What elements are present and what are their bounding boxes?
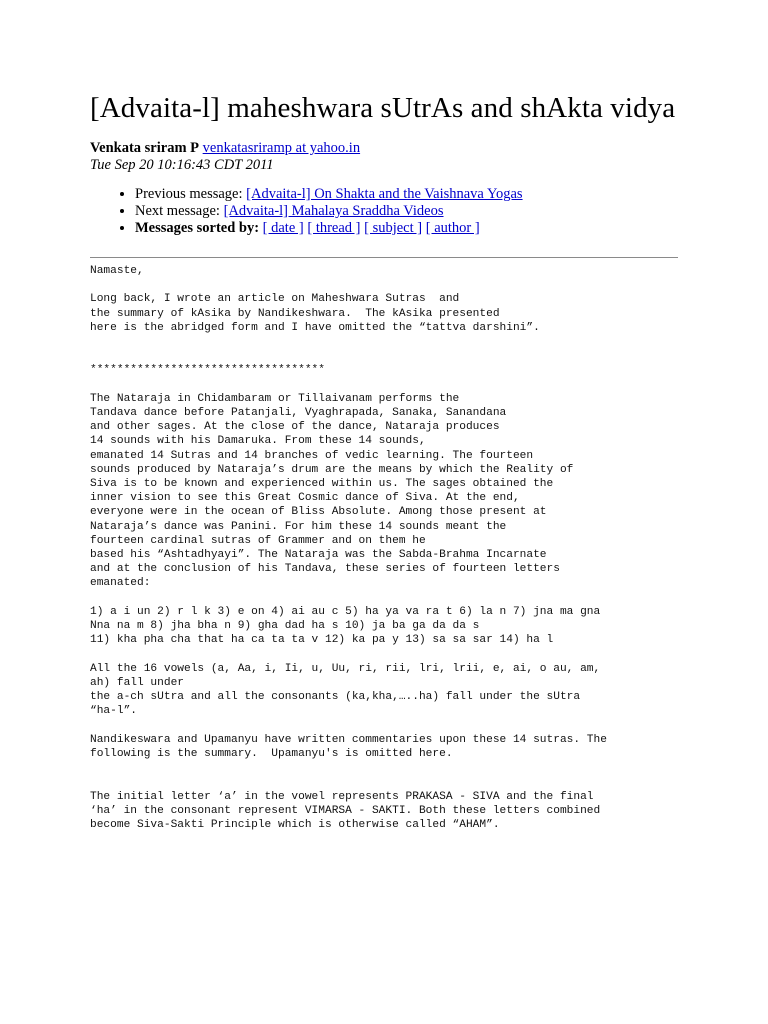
message-meta	[90, 140, 690, 174]
sort-by-date-link[interactable]: [ date ]	[262, 220, 304, 236]
author-email-link[interactable]: venkatasriramp at yahoo.in	[202, 140, 361, 156]
page-title: [Advaita-l] maheshwara sUtrAs and shAkta vidya	[90, 92, 676, 124]
message-body: Namaste, Long back, I wrote an article on Maheshwara Sutras and the summary of kAsika by Nandikeshwara. The kAsika presented here is the abridged form and I have omitted the “tattva darshini”. *********************************** The Nataraja in Chidambaram or Tillaivanam performs the Tandava dance before Patanjali, Vyaghrapada, Sanaka, Sanandana and other sages. At the close of the dance, Nataraja produces 14 sounds with his Damaruka. From these 14 sounds, emanated 14 Sutras and 14 branches of vedic learning. The fourteen sounds produced by Nataraja’s drum are the means by which the Reality of Siva is to be known and experienced within us. The sages obtained the inner vision to see this Great Cosmic dance of Siva. At the end, everyone were in the ocean of Bliss Absolute. Among those present at Nataraja’s dance was Panini. For him these 14 sounds meant the fourteen cardinal sutras of Grammer and on them he based his “Ashtadhyayi”. The Nataraja was the Sabda-Brahma Incarnate and at the conclusion of his Tandava, these series of fourteen letters emanated: 1) a i un 2) r l k 3) e on 4) ai au c 5) ha ya va ra t 6) la n 7) jna ma gna Nna na m 8) jha bha n 9) gha dad ha s 10) ja ba ga da da s 11) kha pha cha that ha ca ta ta v 12) ka pa y 13) sa sa sar 14) ha l All the 16 vowels (a, Aa, i, Ii, u, Uu, ri, rii, lri, lrii, e, ai, o au, am, ah) fall under the a-ch sUtra and all the consonants (ka,kha,…..ha) fall under the sUtra “ha-l”. Nandikeswara and Upamanyu have written commentaries upon these 14 sutras. The following is the summary. Upamanyu's is omitted here. The initial letter ‘a’ in the vowel represents PRAKASA - SIVA and the final ‘ha’ in the consonant represent VIMARSA - SAKTI. Both these letters combined become Siva-Sakti Principle which is otherwise called “AHAM”.	[90, 265, 607, 831]
sort-by-author-link[interactable]: [ author ]	[425, 220, 480, 236]
sort-by-subject-link[interactable]: [ subject ]	[364, 220, 423, 236]
message-page	[90, 0, 690, 832]
previous-message-item	[135, 186, 690, 203]
next-message-item	[135, 203, 690, 220]
message-date: Tue Sep 20 10:16:43 CDT 2011	[90, 157, 274, 173]
sorted-by-label: Messages sorted by:	[135, 220, 260, 236]
previous-message-label: Previous message:	[135, 186, 247, 202]
author-line	[90, 140, 690, 157]
author-name: Venkata sriram P	[90, 140, 200, 156]
sort-by-thread-link[interactable]: [ thread ]	[307, 220, 361, 236]
divider	[90, 257, 678, 258]
next-message-label: Next message:	[135, 203, 224, 219]
message-navigation	[90, 186, 690, 237]
previous-message-link[interactable]: [Advaita-l] On Shakta and the Vaishnava Yogas	[246, 186, 523, 202]
next-message-link[interactable]: [Advaita-l] Mahalaya Sraddha Videos	[223, 203, 444, 219]
sort-options-item	[135, 220, 690, 237]
